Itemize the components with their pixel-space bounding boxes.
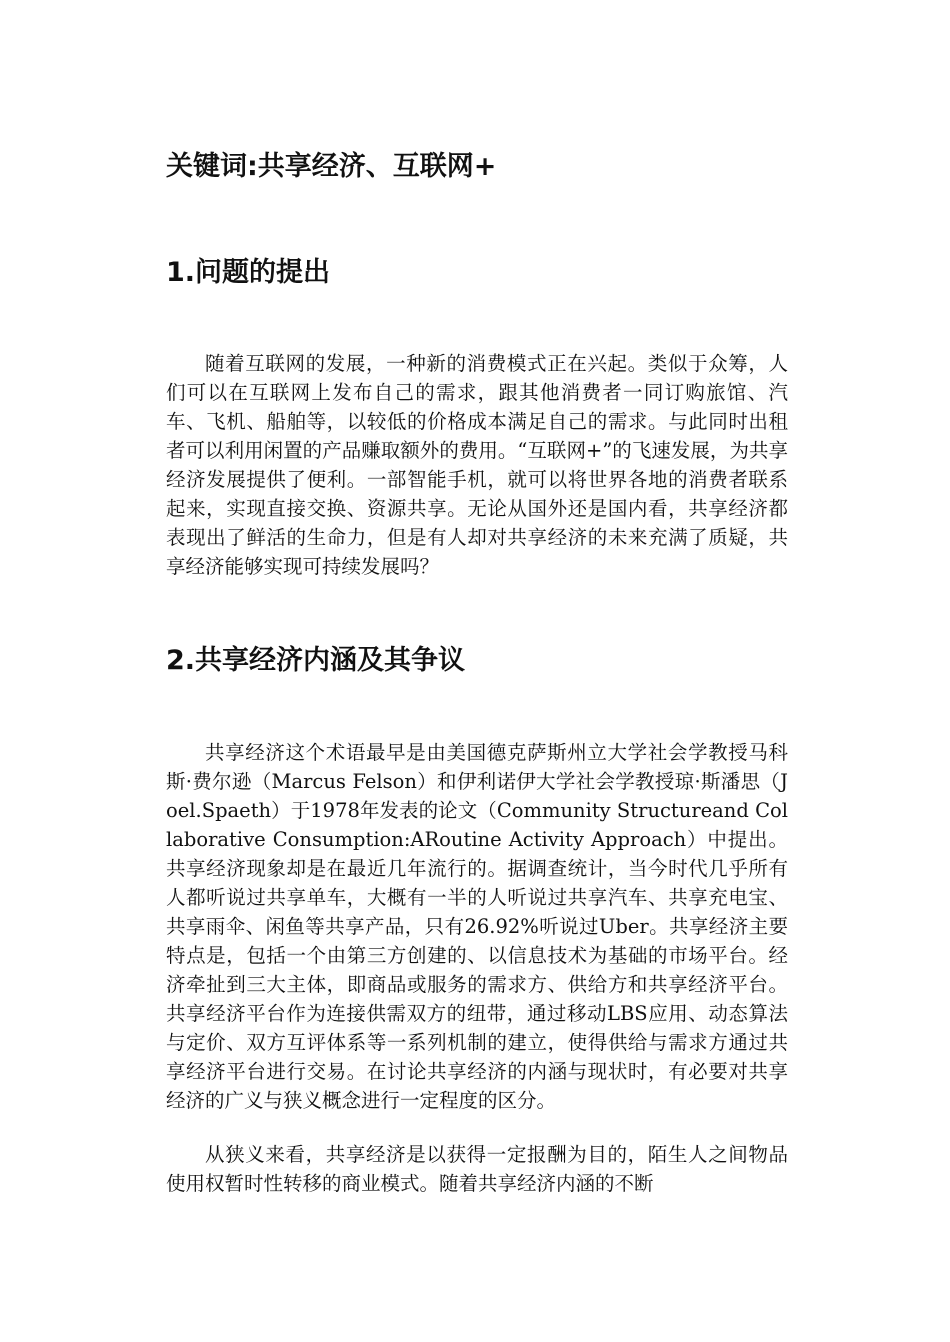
section-2-paragraph-2: 从狭义来看，共享经济是以获得一定报酬为目的，陌生人之间物品使用权暂时性转移的商业模式。随着共享经济内涵的不断 bbox=[166, 1143, 788, 1195]
section-1-paragraph: 随着互联网的发展，一种新的消费模式正在兴起。类似于众筹，人们可以在互联网上发布自己的需求，跟其他消费者一同订购旅馆、汽车、飞机、船舶等，以较低的价格成本满足自己的需求。与此同时出租者可以利用闲置的产品赚取额外的费用。“互联网+”的飞速发展，为共享经济发展提供了便利。一部智能手机，就可以将世界各地的消费者联系起来，实现直接交换、资源共享。无论从国外还是国内看，共享经济都表现出了鲜活的生命力，但是有人却对共享经济的未来充满了质疑，共享经济能够实现可持续发展吗？ bbox=[166, 352, 788, 578]
section-2-paragraph-1: 共享经济这个术语最早是由美国德克萨斯州立大学社会学教授马科斯·费尔逊（Marcus Felson）和伊利诺伊大学社会学教授琼·斯潘思（Joel.Spaeth）于1978年发表的论文（Community Structureand Collaborative Consumption:ARoutine Activity Approach）中提出。共享经济现象却是在最近几年流行的。据调查统计，当今时代几乎所有人都听说过共享单车，大概有一半的人听说过共享汽车、共享充电宝、共享雨伞、闲鱼等共享产品，只有26.92%听说过Uber。共享经济主要特点是，包括一个由第三方创建的、以信息技术为基础的市场平台。经济牵扯到三大主体，即商品或服务的需求方、供给方和共享经济平台。共享经济平台作为连接供需双方的纽带，通过移动LBS应用、动态算法与定价、双方互评体系等一系列机制的建立，使得供给与需求方通过共享经济平台进行交易。在讨论共享经济的内涵与现状时，有必要对共享经济的广义与狭义概念进行一定程度的区分。 bbox=[166, 741, 788, 1112]
keywords-line: 关键词:共享经济、互联网+ bbox=[166, 151, 497, 182]
section-2-title: 2.共享经济内涵及其争议 bbox=[166, 645, 466, 676]
section-1-title: 1.问题的提出 bbox=[166, 257, 331, 288]
